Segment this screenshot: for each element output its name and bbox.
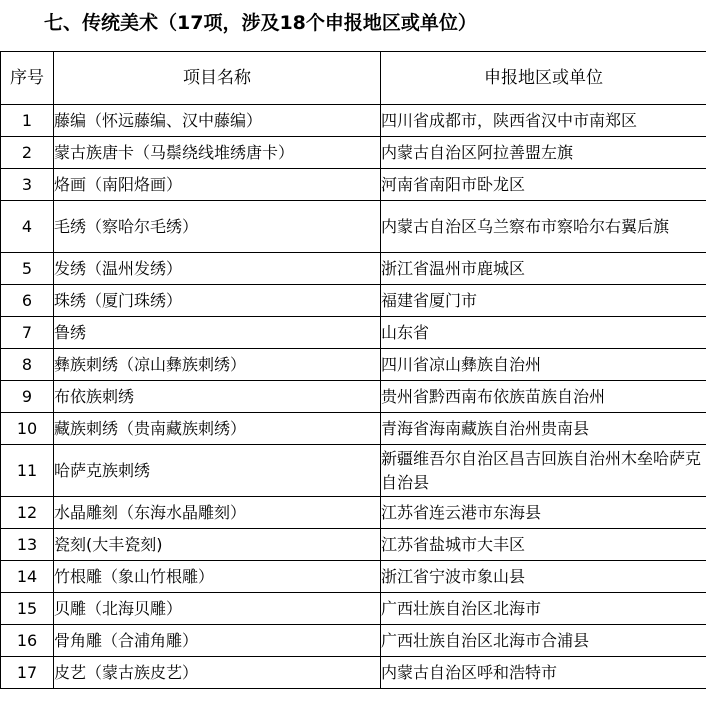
table-row — [1, 529, 706, 561]
region-or-unit: 新疆维吾尔自治区昌吉回族自治州木垒哈萨克自治县 — [381, 445, 706, 497]
serial-number: 3 — [1, 169, 54, 201]
table-row — [1, 625, 706, 657]
serial-number: 15 — [1, 593, 54, 625]
serial-number: 1 — [1, 105, 54, 137]
project-name: 皮艺（蒙古族皮艺） — [54, 657, 381, 689]
table-row — [1, 413, 706, 445]
project-name: 哈萨克族刺绣 — [54, 445, 381, 497]
table-row — [1, 253, 706, 285]
region-or-unit: 江苏省连云港市东海县 — [381, 497, 706, 529]
serial-number: 10 — [1, 413, 54, 445]
table-row — [1, 445, 706, 497]
table-row — [1, 349, 706, 381]
header-serial-number: 序号 — [1, 52, 54, 105]
project-name: 藏族刺绣（贵南藏族刺绣） — [54, 413, 381, 445]
table-row — [1, 497, 706, 529]
region-or-unit: 内蒙古自治区呼和浩特市 — [381, 657, 706, 689]
project-name: 毛绣（察哈尔毛绣） — [54, 201, 381, 253]
project-name: 彝族刺绣（凉山彝族刺绣） — [54, 349, 381, 381]
region-or-unit: 内蒙古自治区乌兰察布市察哈尔右翼后旗 — [381, 201, 706, 253]
region-or-unit: 江苏省盐城市大丰区 — [381, 529, 706, 561]
project-name: 瓷刻(大丰瓷刻) — [54, 529, 381, 561]
table-row — [1, 105, 706, 137]
project-name: 藤编（怀远藤编、汉中藤编） — [54, 105, 381, 137]
serial-number: 11 — [1, 445, 54, 497]
serial-number: 8 — [1, 349, 54, 381]
table-row — [1, 381, 706, 413]
project-name: 布依族刺绣 — [54, 381, 381, 413]
region-or-unit: 青海省海南藏族自治州贵南县 — [381, 413, 706, 445]
serial-number: 7 — [1, 317, 54, 349]
header-region-or-unit: 申报地区或单位 — [381, 52, 706, 105]
project-name: 烙画（南阳烙画） — [54, 169, 381, 201]
region-or-unit: 广西壮族自治区北海市合浦县 — [381, 625, 706, 657]
header-row — [1, 52, 706, 105]
region-or-unit: 山东省 — [381, 317, 706, 349]
project-name: 鲁绣 — [54, 317, 381, 349]
region-or-unit: 四川省凉山彝族自治州 — [381, 349, 706, 381]
serial-number: 14 — [1, 561, 54, 593]
table-row — [1, 169, 706, 201]
serial-number: 5 — [1, 253, 54, 285]
serial-number: 6 — [1, 285, 54, 317]
project-name: 竹根雕（象山竹根雕） — [54, 561, 381, 593]
project-name: 发绣（温州发绣） — [54, 253, 381, 285]
project-name: 珠绣（厦门珠绣） — [54, 285, 381, 317]
serial-number: 2 — [1, 137, 54, 169]
serial-number: 12 — [1, 497, 54, 529]
table-row — [1, 657, 706, 689]
project-name: 贝雕（北海贝雕） — [54, 593, 381, 625]
serial-number: 13 — [1, 529, 54, 561]
table-row — [1, 317, 706, 349]
region-or-unit: 浙江省温州市鹿城区 — [381, 253, 706, 285]
header-project-name: 项目名称 — [54, 52, 381, 105]
region-or-unit: 福建省厦门市 — [381, 285, 706, 317]
table-row — [1, 201, 706, 253]
region-or-unit: 广西壮族自治区北海市 — [381, 593, 706, 625]
project-name: 骨角雕（合浦角雕） — [54, 625, 381, 657]
region-or-unit: 河南省南阳市卧龙区 — [381, 169, 706, 201]
table-row — [1, 561, 706, 593]
table-row — [1, 285, 706, 317]
serial-number: 4 — [1, 201, 54, 253]
project-name: 水晶雕刻（东海水晶雕刻） — [54, 497, 381, 529]
region-or-unit: 浙江省宁波市象山县 — [381, 561, 706, 593]
table-row — [1, 593, 706, 625]
table-row — [1, 137, 706, 169]
region-or-unit: 内蒙古自治区阿拉善盟左旗 — [381, 137, 706, 169]
serial-number: 9 — [1, 381, 54, 413]
serial-number: 17 — [1, 657, 54, 689]
serial-number: 16 — [1, 625, 54, 657]
region-or-unit: 贵州省黔西南布依族苗族自治州 — [381, 381, 706, 413]
section-title: 七、传统美术（17项，涉及18个申报地区或单位） — [44, 12, 477, 34]
heritage-table — [0, 51, 706, 689]
region-or-unit: 四川省成都市，陕西省汉中市南郑区 — [381, 105, 706, 137]
project-name: 蒙古族唐卡（马鬃绕线堆绣唐卡） — [54, 137, 381, 169]
